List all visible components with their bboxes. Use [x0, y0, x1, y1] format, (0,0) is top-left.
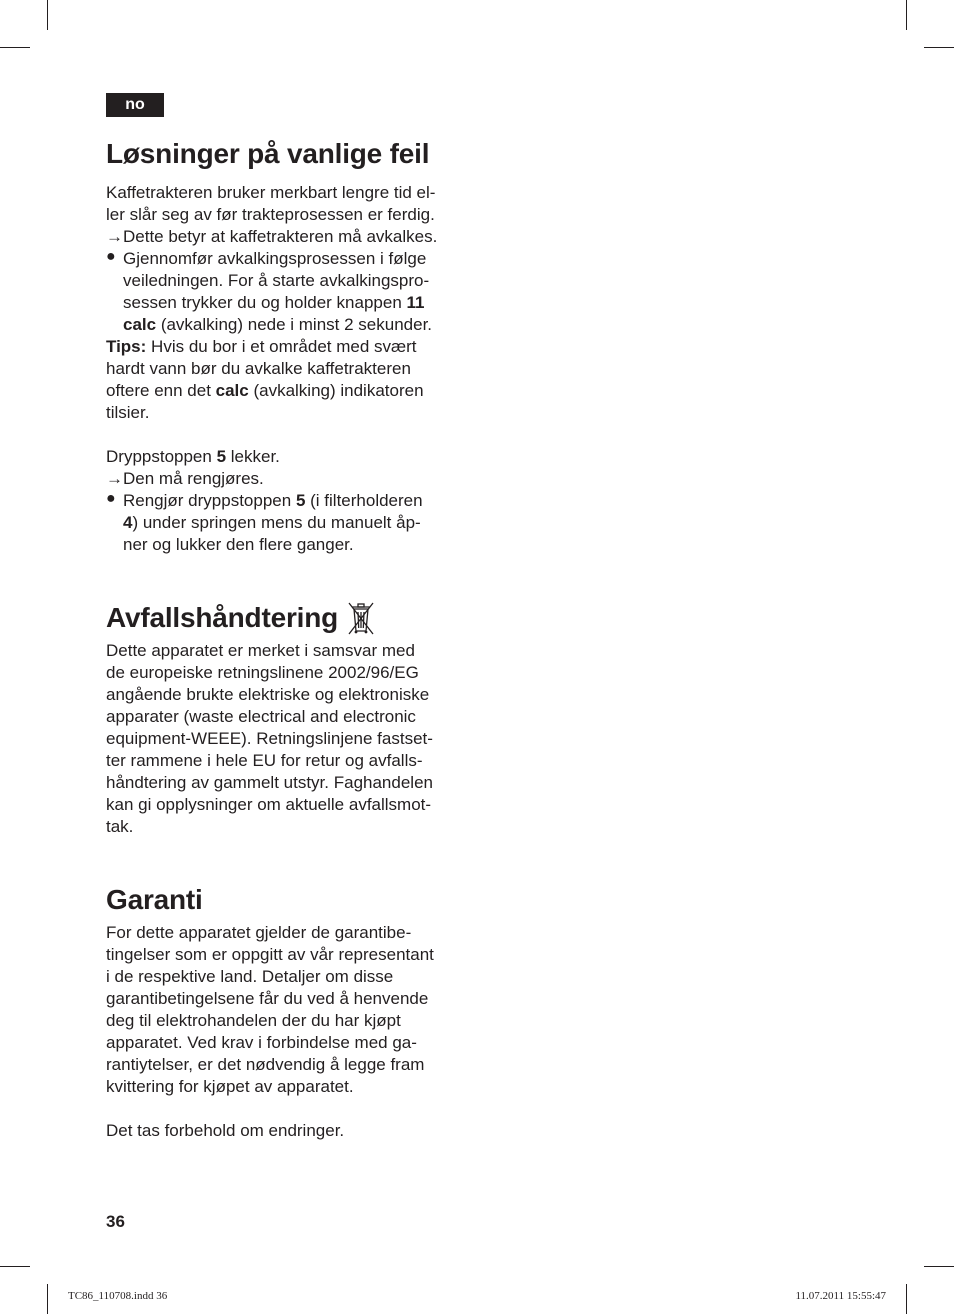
- crop-mark: [906, 0, 907, 30]
- warranty-text: For dette apparatet gjelder de garantibe-: [106, 923, 412, 942]
- remedy-text: ner og lukker den flere ganger.: [123, 535, 354, 554]
- crop-mark: [47, 0, 48, 30]
- waste-text: de europeiske retningslinene 2002/96/EG: [106, 663, 419, 682]
- problem-text: Dryppstoppen 5 lekker.: [106, 447, 280, 466]
- slug-timestamp: 11.07.2011 15:55:47: [795, 1290, 886, 1302]
- crop-mark: [0, 1266, 30, 1267]
- arrow-icon: →: [106, 227, 123, 246]
- warranty-text: rantiytelser, er det nødvendig å legge fram: [106, 1055, 425, 1074]
- waste-text: Dette apparatet er merket i samsvar med: [106, 641, 415, 660]
- warranty-text: apparatet. Ved krav i forbindelse med ga-: [106, 1033, 417, 1052]
- remedy-text: Gjennomfør avkalkingsprosessen i følge: [123, 249, 427, 268]
- waste-text: apparater (waste electrical and electronic: [106, 707, 416, 726]
- waste-text: angående brukte elektriske og elektroniske: [106, 685, 430, 704]
- crop-mark: [924, 47, 954, 48]
- bullet-icon: ●: [106, 248, 116, 265]
- page-number: 36: [106, 1212, 125, 1231]
- section-title-troubleshooting: Løsninger på vanlige feil: [106, 138, 430, 169]
- waste-text: håndtering av gammelt utstyr. Faghandelen: [106, 773, 433, 792]
- slug-filename: TC86_110708.indd 36: [68, 1290, 168, 1302]
- section-title-warranty: Garanti: [106, 884, 203, 915]
- crop-mark: [47, 1284, 48, 1314]
- waste-text: equipment-WEEE). Retningslinjene fastset-: [106, 729, 433, 748]
- warranty-note: Det tas forbehold om endringer.: [106, 1121, 345, 1140]
- crop-mark: [0, 47, 30, 48]
- tips-text: tilsier.: [106, 403, 150, 422]
- waste-text: kan gi opplysninger om aktuelle avfallsmot-: [106, 795, 432, 814]
- crop-mark: [906, 1284, 907, 1314]
- waste-text: ter rammene i hele EU for retur og avfalls-: [106, 751, 423, 770]
- remedy-text: calc (avkalking) nede i minst 2 sekunder.: [123, 315, 433, 334]
- warranty-text: deg til elektrohandelen der du har kjøpt: [106, 1011, 401, 1030]
- section-title-waste: Avfallshåndtering: [106, 600, 471, 636]
- remedy-text: 4) under springen mens du manuelt åp-: [123, 513, 421, 532]
- waste-text: tak.: [106, 817, 134, 836]
- content-column: [106, 136, 471, 1142]
- warranty-text: garantibetingelsene får du ved å henvende: [106, 989, 429, 1008]
- warranty-text: kvittering for kjøpet av apparatet.: [106, 1077, 354, 1096]
- tips-text: oftere enn det calc (avkalking) indikatoren: [106, 381, 424, 400]
- problem-text: Kaffetrakteren bruker merkbart lengre tid el-: [106, 183, 436, 202]
- crop-mark: [924, 1266, 954, 1267]
- arrow-icon: →: [106, 469, 123, 488]
- remedy-bullet: [106, 248, 471, 336]
- warranty-text: tingelser som er oppgitt av vår representant: [106, 945, 434, 964]
- tips-text: hardt vann bør du avkalke kaffetrakteren: [106, 359, 411, 378]
- tips-text: Tips: Hvis du bor i et området med svært: [106, 337, 417, 356]
- remedy-bullet: [106, 490, 471, 556]
- language-tag: no: [106, 93, 164, 117]
- cause-line: →Den må rengjøres.: [106, 469, 264, 488]
- cause-line: →Dette betyr at kaffetrakteren må avkalkes.: [106, 227, 438, 246]
- weee-crossed-bin-icon: [346, 600, 376, 636]
- warranty-text: i de respektive land. Detaljer om disse: [106, 967, 394, 986]
- bullet-icon: ●: [106, 490, 116, 507]
- remedy-text: Rengjør dryppstoppen 5 (i filterholderen: [123, 491, 423, 510]
- remedy-text: veiledningen. For å starte avkalkingspro-: [123, 271, 430, 290]
- remedy-text: sessen trykker du og holder knappen 11: [123, 293, 425, 312]
- problem-text: ler slår seg av før trakteprosessen er ferdig.: [106, 205, 435, 224]
